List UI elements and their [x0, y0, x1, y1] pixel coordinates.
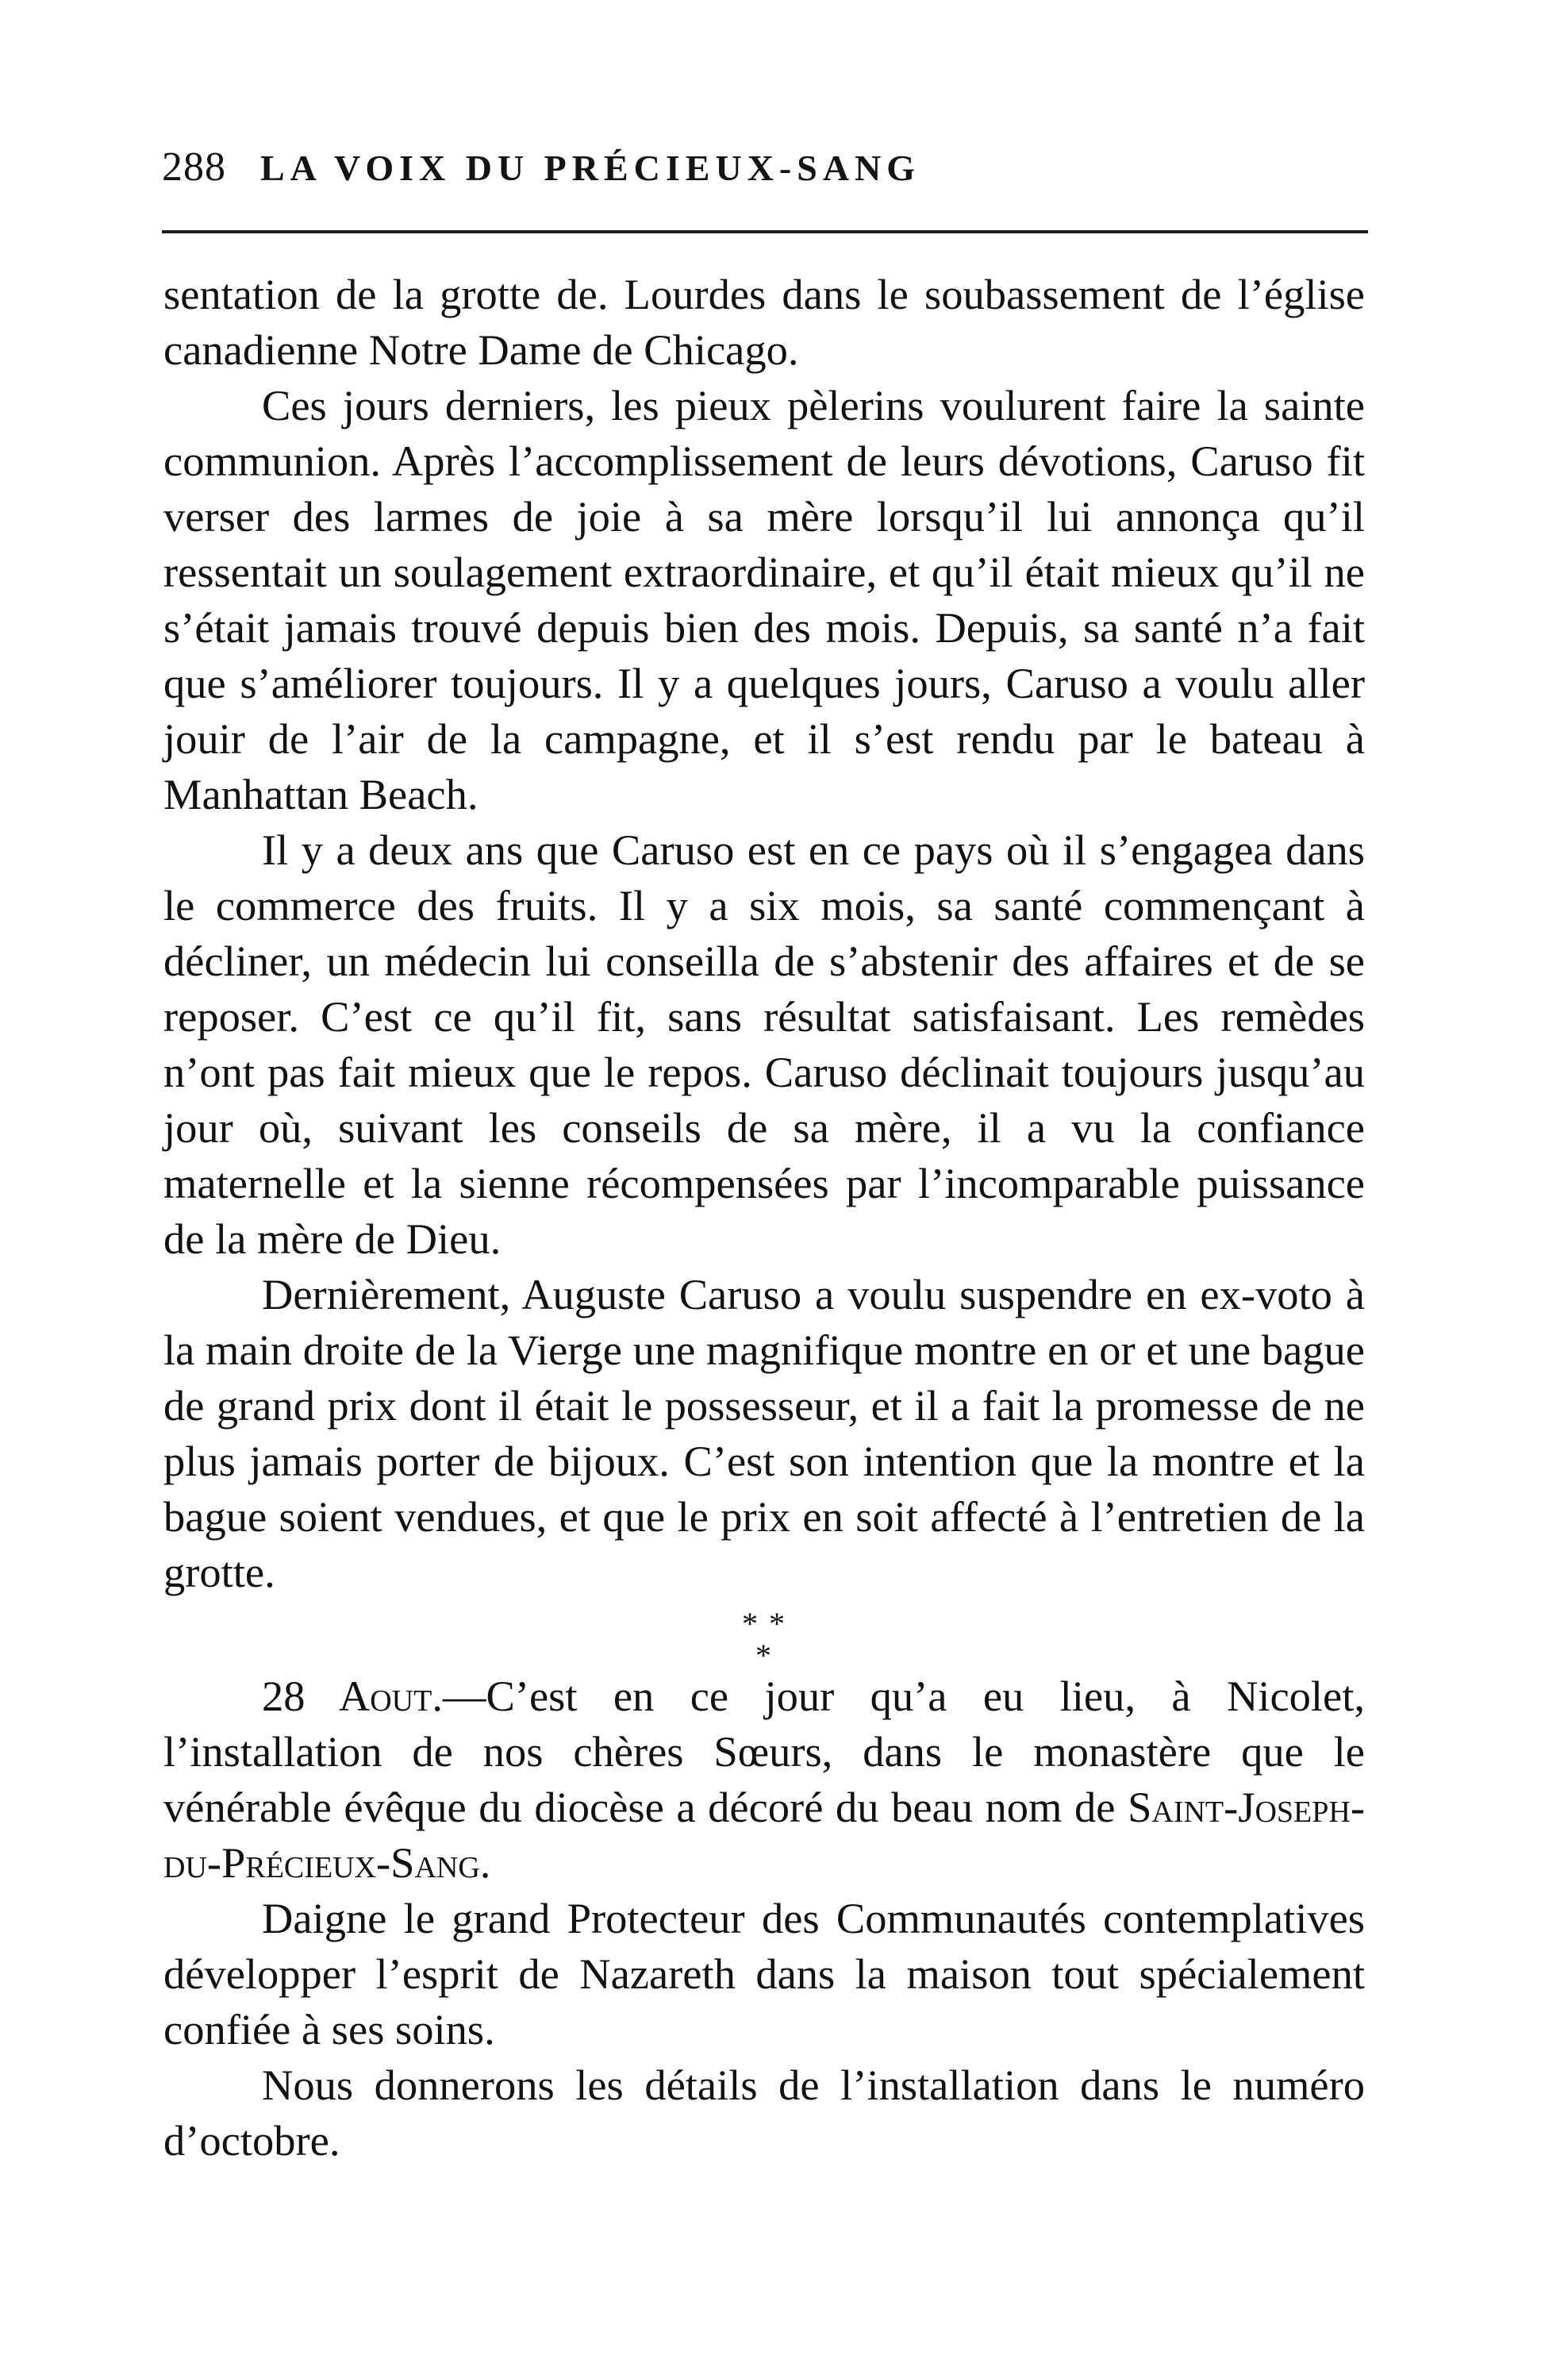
running-title: LA VOIX DU PRÉCIEUX-SANG [260, 148, 921, 188]
paragraph: Nous donnerons les détails de l’installation dans le numéro d’octobre. [163, 2061, 1365, 2165]
paragraph: Daigne le grand Protecteur des Communautés contemplatives développer l’esprit de Nazareth dans la maison tout spécialement confiée à ses soins. [163, 1894, 1365, 2053]
page-number: 288 [162, 144, 226, 190]
paragraph-continuation: sentation de la grotte de. Lourdes dans le soubassement de l’église canadienne Notre Dame de Chicago. [163, 270, 1365, 374]
entry-text: —C’est en ce jour qu’a eu lieu, à Nicolet, l’installation de nos chères Sœurs, dans le monastère que le vénérable évêque du diocèse a décoré du beau nom de [163, 1672, 1365, 1831]
entry-date: 28 Aout. [262, 1672, 443, 1720]
asterism-top: * * [742, 1606, 786, 1642]
monastery-name: Saint-Joseph-du-Précieux-Sang [163, 1783, 1365, 1887]
entry-end: . [479, 1838, 491, 1887]
paragraph: Il y a deux ans que Caruso est en ce pays où il s’engagea dans le commerce des fruits. Il y a six mois, sa santé commençant à décliner, un médecin lui conseilla de s’abstenir des affaires et de se reposer. C’est ce qu’il fit, sans résultat satisfaisant. Les remèdes n’ont pas fait mieux que le repos. Caruso déclinait toujours jusqu’au jour où, suivant les conseils de sa mère, il a vu la confiance maternelle et la sienne récompensées par l’incomparable puissance de la mère de Dieu. [163, 826, 1365, 1263]
paragraph: Ces jours derniers, les pieux pèlerins voulurent faire la sainte communion. Après l’accomplissement de leurs dévotions, Caruso fit verser des larmes de joie à sa mère lorsqu’il lui annonça qu’il ressentait un soulagement extraordinaire, et qu’il était mieux qu’il ne s’était jamais trouvé depuis bien des mois. Depuis, sa santé n’a fait que s’améliorer toujours. Il y a quelques jours, Caruso a voulu aller jouir de l’air de la campagne, et il s’est rendu par le bateau à Manhattan Beach. [163, 381, 1365, 818]
body-text [163, 267, 1365, 2169]
dated-entry [163, 1668, 1365, 1891]
asterism-bottom: * [755, 1638, 773, 1673]
running-head [162, 141, 1368, 194]
header-rule [162, 230, 1368, 233]
section-separator [163, 1600, 1365, 1673]
paragraph: Dernièrement, Auguste Caruso a voulu suspendre en ex-voto à la main droite de la Vierge une magnifique montre en or et une bague de grand prix dont il était le possesseur, et il a fait la promesse de ne plus jamais porter de bijoux. C’est son intention que la montre et la bague soient vendues, et que le prix en soit affecté à l’entretien de la grotte. [163, 1270, 1365, 1596]
